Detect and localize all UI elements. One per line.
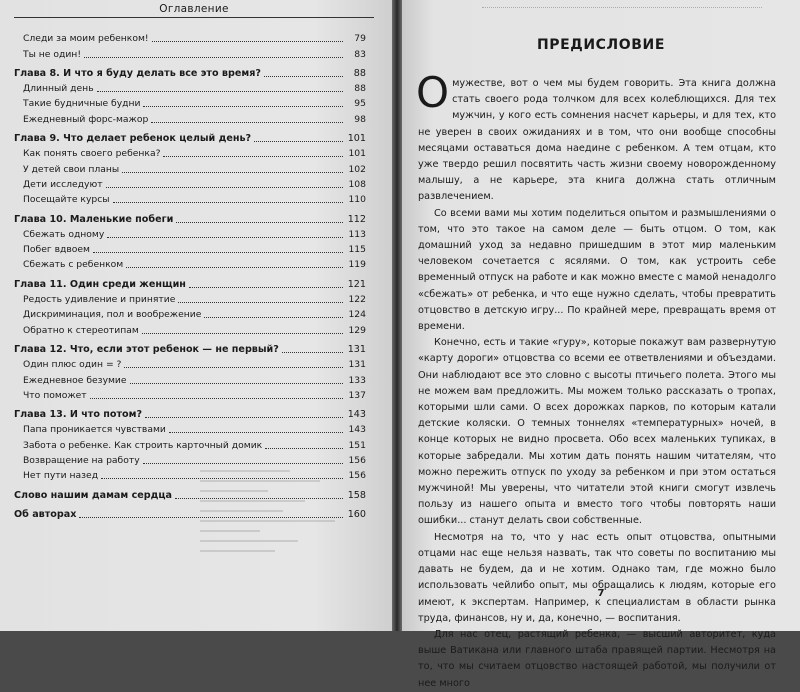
bleed-through (200, 462, 350, 582)
toc-entry-title: Дети исследуют (23, 178, 103, 190)
toc-entry-title: Редость удивление и принятие (23, 294, 176, 306)
toc-leader-dots (106, 187, 343, 188)
paragraph: Со всеми вами мы хотим поделиться опытом и размышлениями о том, что это такое на самом деле — быть отцом. О том, как домашний уход за недавно пришедшим в этот мир маленьким человеком сочетается с ясялями. О том, как устроить себе временный отпуск на работе и как можно вместе с мамой ненадолго «сбежать» от ребенка, и что еще нужно сделать, чтобы превратить отцовство в детскую игру... По крайней мере, превращать время от времени. (418, 207, 776, 333)
toc-entry-title: Дискриминация, пол и вообрежение (23, 309, 202, 321)
toc-leader-dots (163, 156, 343, 157)
toc-chapter-entry (14, 341, 366, 356)
toc-page-number: 156 (348, 470, 366, 482)
toc-section-entry (14, 45, 366, 60)
toc-page-number: 98 (354, 113, 366, 125)
right-page (402, 0, 800, 689)
toc-leader-dots (254, 141, 343, 142)
faint-running-head (482, 1, 762, 8)
toc-leader-dots (265, 448, 343, 449)
toc-chapter-entry (14, 65, 366, 80)
toc-entry-title: Возвращение на работу (23, 455, 140, 467)
toc-leader-dots (178, 302, 343, 303)
toc-leader-dots (97, 91, 343, 92)
paragraph: Конечно, есть и такие «гуру», которые покажут вам развернутую «карту дороги» отцовства со всеми ее ответвлениями и объездами. Они наблюдают все это словно с высоты птичьего полета. Этого мы не можем вам предложить. Мы можем только рассказать о тропах, которыми шли сами. О всех дорожках парков, по которым катали детские коляски. О темных тоннелях «температурных» ночей, в конце которых не видно просвета. Обо всех маленьких тупиках, в которые забредали. Мы хотим дать понять нашим читателям, что можно пережить отпуск по уходу за ребенком и при этом остаться мужчиной! Мы уверены, что читатели этой книги смогут извлечь пользу из нашего опыта и вместо того чтобы повторять наши ошибки... станут делать свои собственные. (418, 337, 776, 527)
drop-cap: О (416, 68, 450, 117)
toc-leader-dots (145, 417, 343, 418)
toc-entry-title: У детей свои планы (23, 163, 120, 175)
toc-entry-title: Следи за моим ребенком! (23, 33, 149, 45)
toc-section-entry (14, 356, 366, 371)
toc-leader-dots (152, 41, 343, 42)
toc-entry-title: Посещайте курсы (23, 194, 110, 206)
toc-page-number: 102 (348, 163, 366, 175)
toc-leader-dots (113, 202, 343, 203)
toc-page-number: 124 (348, 309, 366, 321)
toc-leader-dots (90, 398, 343, 399)
preface-title: ПРЕДИСЛОВИЕ (536, 37, 666, 53)
toc-section-entry (14, 321, 366, 336)
toc-page-number: 131 (347, 343, 366, 355)
paragraph (416, 68, 776, 206)
paragraph: Для нас отец, растящий ребенка, — высший авторитет, куда выше Ватикана или главного штаба правящей партии. Несмотря на то, что мы считаем отцовство настоящей работой, мы получили от нее много (418, 628, 776, 689)
toc-page-number: 133 (348, 374, 366, 386)
toc-page-number: 151 (348, 439, 366, 451)
toc-chapter-entry (14, 275, 366, 290)
toc-leader-dots (130, 383, 343, 384)
toc-leader-dots (264, 76, 343, 77)
toc-entry-title: Глава 10. Маленькие побеги (14, 213, 174, 225)
toc-section-entry (14, 191, 366, 206)
toc-entry-title: Как понять своего ребенка? (23, 148, 161, 160)
book-gutter (392, 0, 402, 631)
toc-entry-title: Папа проникается чувствами (23, 424, 166, 436)
toc-page-number: 131 (348, 359, 366, 371)
toc-page-number: 88 (354, 83, 366, 95)
toc-page-number: 79 (354, 33, 366, 45)
toc-page-number: 113 (348, 228, 366, 240)
toc-leader-dots (126, 267, 343, 268)
toc-section-entry (14, 256, 366, 271)
toc-leader-dots (189, 287, 343, 288)
toc-section-entry (14, 176, 366, 191)
toc-leader-dots (107, 237, 343, 238)
toc-section-entry (14, 226, 366, 241)
toc-entry-title: Побег вдвоем (23, 244, 90, 256)
toc-entry-title: Нет пути назед (23, 470, 99, 482)
toc-page-number: 112 (347, 213, 366, 225)
left-page (0, 0, 392, 631)
toc-leader-dots (93, 252, 343, 253)
toc-leader-dots (176, 222, 343, 223)
toc-page-number: 108 (348, 178, 366, 190)
toc-entry-title: Ежедневный форс-мажор (23, 113, 149, 125)
toc-section-entry (14, 110, 366, 125)
toc-entry-title: Глава 8. И что я буду делать все это время? (14, 67, 261, 79)
toc-leader-dots (124, 367, 343, 368)
toc-section-entry (14, 421, 366, 436)
toc-entry-title: Забота о ребенке. Как строить карточный домик (23, 439, 263, 451)
paragraph-text: мужестве, вот о чем мы будем говорить. Эта книга должна стать своего рода толчком для всех колеблющихся. Для тех мужчин, у кого есть сомнения насчет карьеры, и для тех, кто не уверен в своих ожиданиях и в том, что они вообще способны месяцами оставаться дома наедине с ребенком. А тем отцам, кто уже твердо решил посвятить часть жизни своему новорожденному малышу, а не карьере, эта книга должна стать отличным развлечением. (418, 78, 776, 203)
toc-section-entry (14, 436, 366, 451)
toc-entry-title: Слово нашим дамам сердца (14, 489, 172, 501)
toc-chapter-entry (14, 130, 366, 145)
toc-page-number: 101 (348, 148, 366, 160)
toc-leader-dots (282, 352, 343, 353)
toc-entry-title: Что поможет (23, 389, 87, 401)
toc-page-number: 158 (347, 489, 366, 501)
toc-page-number: 137 (348, 389, 366, 401)
toc-page-number: 119 (348, 259, 366, 271)
toc-entry-title: Такие будничные будни (23, 98, 141, 110)
toc-chapter-entry (14, 406, 366, 421)
toc-page-number: 156 (348, 455, 366, 467)
toc-page-number: 115 (348, 244, 366, 256)
toc-entry-title: Об авторах (14, 508, 77, 520)
toc-leader-dots (122, 172, 343, 173)
toc-page-number: 122 (348, 294, 366, 306)
toc-section-entry (14, 30, 366, 45)
toc-page-number: 110 (348, 194, 366, 206)
toc-entry-title: Глава 13. И что потом? (14, 409, 143, 421)
toc-page-number: 95 (354, 98, 366, 110)
running-head: Оглавление (14, 3, 374, 18)
toc-leader-dots (169, 432, 343, 433)
toc-page-number: 83 (354, 48, 366, 60)
toc-entry-title: Один плюс один = ? (23, 359, 122, 371)
paragraph: Несмотря на то, что у нас есть опыт отцовства, опытными отцами нас еще нельзя назвать, так что советы по воспитанию мы давать не будем, да и не хотим. Однако там, где можно было использовать чейлибо опыт, мы обращались к людям, которые его имеют, к экспертам. Например, к специалистам в области рынка труда, финансов, ну и, да, конечно, — воспитания. (418, 531, 776, 624)
toc-entry-title: Сбежать с ребенком (23, 259, 124, 271)
toc-section-entry (14, 306, 366, 321)
toc-leader-dots (84, 57, 343, 58)
preface-body (416, 68, 776, 692)
table-of-contents (14, 30, 366, 521)
toc-leader-dots (204, 317, 343, 318)
toc-entry-title: Глава 9. Что делает ребенок целый день? (14, 133, 252, 145)
toc-entry-title: Сбежать одному (23, 228, 105, 240)
toc-page-number: 143 (347, 409, 366, 421)
toc-page-number: 143 (348, 424, 366, 436)
toc-leader-dots (142, 333, 343, 334)
toc-chapter-entry (14, 210, 366, 225)
toc-leader-dots (151, 122, 343, 123)
toc-section-entry (14, 241, 366, 256)
toc-entry-title: Глава 11. Один среди женщин (14, 278, 186, 290)
toc-page-number: 129 (348, 324, 366, 336)
toc-entry-title: Глава 12. Что, если этот ребенок — не первый? (14, 343, 279, 355)
toc-page-number: 121 (347, 278, 366, 290)
toc-section-entry (14, 95, 366, 110)
toc-section-entry (14, 387, 366, 402)
toc-page-number: 101 (347, 133, 366, 145)
toc-page-number: 160 (347, 508, 366, 520)
toc-page-number: 88 (353, 67, 366, 79)
toc-section-entry (14, 291, 366, 306)
toc-entry-title: Длинный день (23, 83, 94, 95)
page-number: 7 (597, 588, 605, 599)
toc-section-entry (14, 371, 366, 386)
toc-section-entry (14, 80, 366, 95)
toc-entry-title: Обратно к стереотипам (23, 324, 139, 336)
toc-entry-title: Ежедневное безумие (23, 374, 127, 386)
toc-entry-title: Ты не один! (23, 48, 82, 60)
toc-section-entry (14, 160, 366, 175)
toc-leader-dots (143, 106, 343, 107)
toc-section-entry (14, 145, 366, 160)
